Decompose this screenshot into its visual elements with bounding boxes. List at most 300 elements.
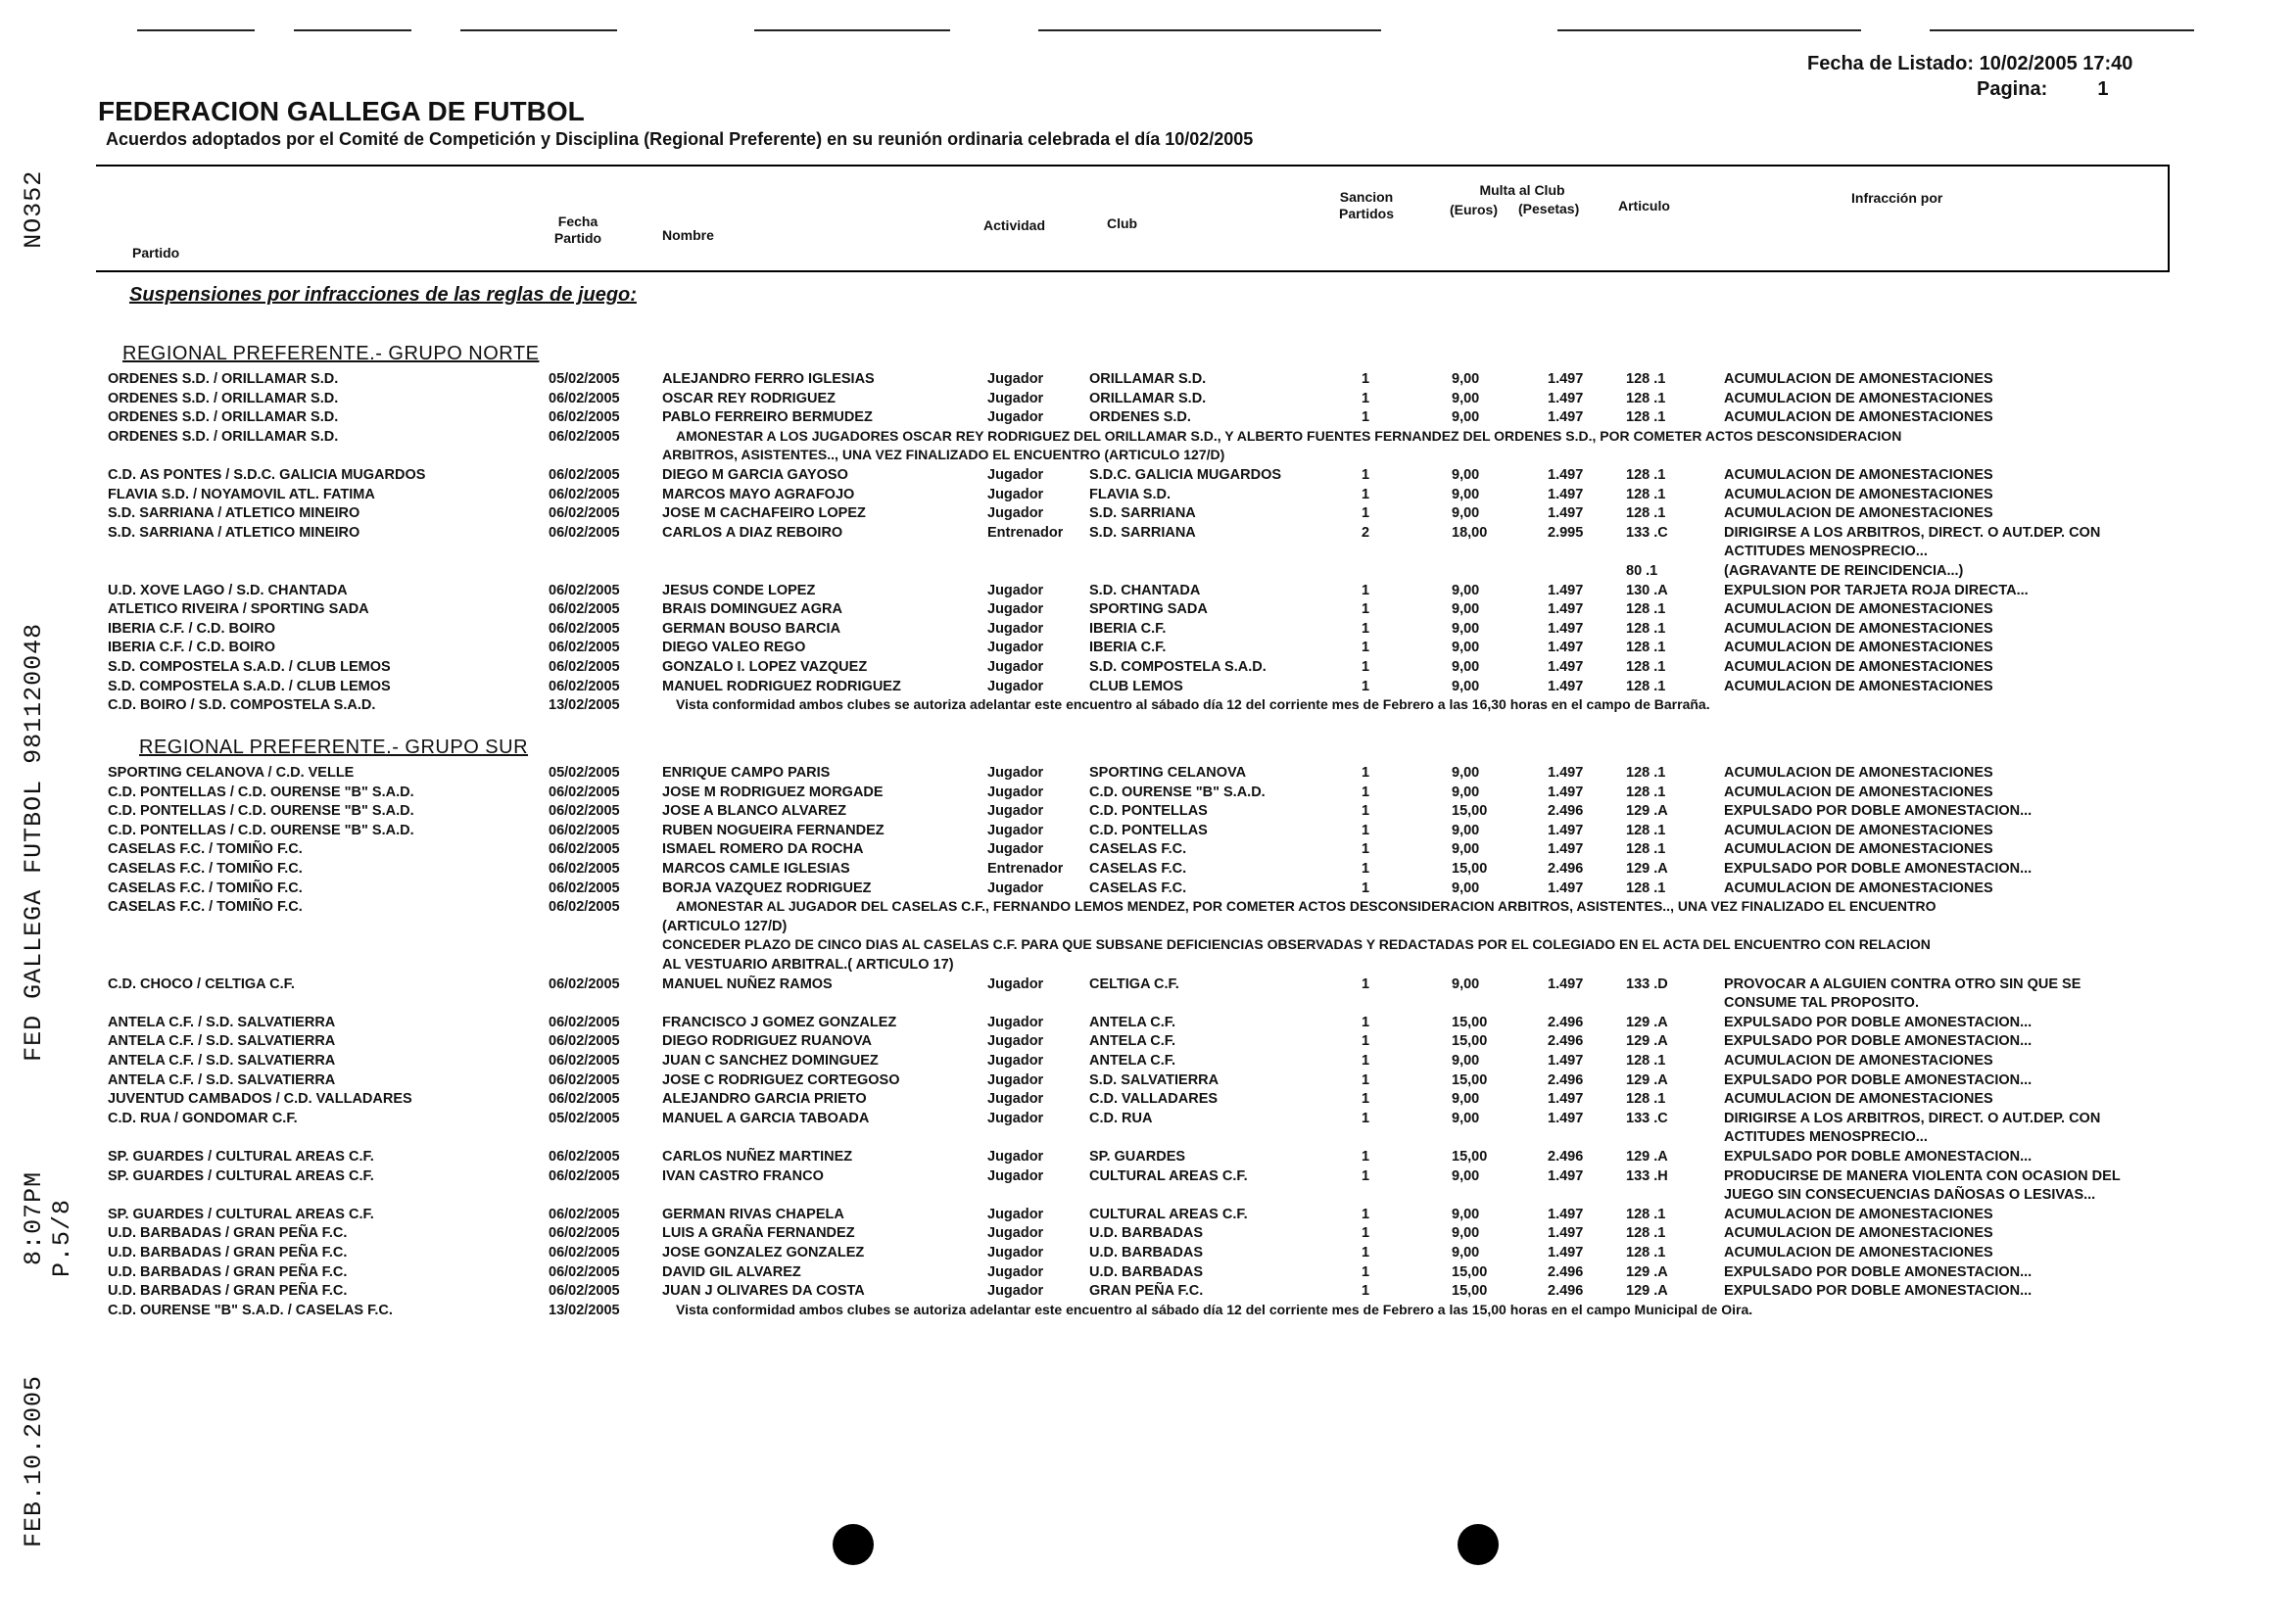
cell-infraccion: ACUMULACION DE AMONESTACIONES — [1724, 486, 1993, 502]
cell-fecha: 05/02/2005 — [549, 1110, 620, 1126]
cell-sancion: 1 — [1362, 601, 1370, 618]
cell-partido: C.D. AS PONTES / S.D.C. GALICIA MUGARDOS — [108, 467, 426, 483]
cell-nombre: DIEGO RODRIGUEZ RUANOVA — [662, 1033, 873, 1050]
cell-euros: 15,00 — [1452, 861, 1488, 877]
col-nombre: Nombre — [662, 227, 714, 243]
cell-club: IBERIA C.F. — [1089, 620, 1167, 637]
cell-articulo: 129 .A — [1626, 1283, 1668, 1300]
cell-fecha: 06/02/2005 — [549, 1167, 620, 1184]
cell-nombre: ALEJANDRO GARCIA PRIETO — [662, 1091, 867, 1108]
cell-fecha: 06/02/2005 — [549, 390, 620, 406]
cell-fecha: 06/02/2005 — [549, 678, 620, 694]
cell-articulo: 128 .1 — [1626, 1245, 1666, 1261]
cell-actividad: Jugador — [987, 582, 1044, 598]
page-number: Pagina: 1 — [1977, 78, 2109, 100]
cell-infraccion: EXPULSADO POR DOBLE AMONESTACION... — [1724, 1014, 2033, 1030]
cell-fecha: 06/02/2005 — [549, 1033, 620, 1050]
cell-club: S.D. SARRIANA — [1089, 505, 1196, 522]
cell-articulo: 128 .1 — [1626, 409, 1666, 426]
cell-pesetas: 2.496 — [1548, 803, 1584, 820]
cell-partido: C.D. RUA / GONDOMAR C.F. — [108, 1110, 298, 1126]
cell-sancion: 1 — [1362, 1206, 1370, 1222]
cell-actividad: Entrenador — [987, 524, 1064, 541]
cell-partido: C.D. PONTELLAS / C.D. OURENSE "B" S.A.D. — [108, 784, 414, 800]
cell-fecha: 06/02/2005 — [549, 1071, 620, 1088]
cell-sancion: 1 — [1362, 1263, 1370, 1280]
cell-euros: 9,00 — [1452, 467, 1480, 483]
cell-pesetas: 1.497 — [1548, 784, 1584, 800]
cell-sancion: 1 — [1362, 1014, 1370, 1030]
cell-infraccion: EXPULSADO POR DOBLE AMONESTACION... — [1724, 803, 2033, 820]
cell-infraccion: EXPULSADO POR DOBLE AMONESTACION... — [1724, 1149, 2033, 1165]
cell-fecha: 13/02/2005 — [549, 697, 620, 714]
cell-partido: CASELAS F.C. / TOMIÑO F.C. — [108, 841, 303, 858]
cell-articulo: 133 .D — [1626, 976, 1668, 992]
cell-articulo: 129 .A — [1626, 1014, 1668, 1030]
cell-fecha: 06/02/2005 — [549, 1149, 620, 1165]
cell-pesetas: 1.497 — [1548, 486, 1584, 502]
cell-infraccion: ACUMULACION DE AMONESTACIONES — [1724, 1206, 1993, 1222]
cell-fecha: 06/02/2005 — [549, 582, 620, 598]
cell-actividad: Jugador — [987, 1263, 1044, 1280]
cell-infraccion: ACUMULACION DE AMONESTACIONES — [1724, 1225, 1993, 1242]
cell-sancion: 1 — [1362, 803, 1370, 820]
cell-nombre: BRAIS DOMINGUEZ AGRA — [662, 601, 842, 618]
cell-fecha: 06/02/2005 — [549, 1225, 620, 1242]
cell-pesetas: 1.497 — [1548, 371, 1584, 387]
col-pesetas: (Pesetas) — [1518, 201, 1580, 216]
cell-euros: 9,00 — [1452, 1167, 1480, 1184]
cell-fecha: 06/02/2005 — [549, 1053, 620, 1069]
cell-nombre: ARBITROS, ASISTENTES.., UNA VEZ FINALIZADO EL ENCUENTRO (ARTICULO 127/D) — [662, 447, 1225, 463]
cell-nombre: RUBEN NOGUEIRA FERNANDEZ — [662, 822, 885, 838]
cell-euros: 9,00 — [1452, 880, 1480, 896]
cell-club: C.D. PONTELLAS — [1089, 822, 1208, 838]
cell-fecha: 06/02/2005 — [549, 880, 620, 896]
cell-sancion: 1 — [1362, 1053, 1370, 1069]
cell-articulo: 128 .1 — [1626, 1053, 1666, 1069]
cell-articulo: 133 .C — [1626, 524, 1668, 541]
cell-pesetas: 1.497 — [1548, 841, 1584, 858]
cell-club: S.D. CHANTADA — [1089, 582, 1201, 598]
cell-actividad: Jugador — [987, 803, 1044, 820]
cell-nombre: JESUS CONDE LOPEZ — [662, 582, 816, 598]
cell-club: ANTELA C.F. — [1089, 1014, 1176, 1030]
cell-infraccion: ACUMULACION DE AMONESTACIONES — [1724, 467, 1993, 483]
cell-sancion: 1 — [1362, 486, 1370, 502]
cell-articulo: 128 .1 — [1626, 765, 1666, 781]
cell-partido: ATLETICO RIVEIRA / SPORTING SADA — [108, 601, 369, 618]
cell-nombre: JOSE A BLANCO ALVAREZ — [662, 803, 846, 820]
cell-euros: 15,00 — [1452, 1283, 1488, 1300]
cell-articulo: 128 .1 — [1626, 880, 1666, 896]
cell-fecha: 06/02/2005 — [549, 428, 620, 445]
cell-actividad: Jugador — [987, 1071, 1044, 1088]
cell-club: CASELAS F.C. — [1089, 880, 1187, 896]
cell-partido: ORDENES S.D. / ORILLAMAR S.D. — [108, 390, 339, 406]
cell-euros: 15,00 — [1452, 1014, 1488, 1030]
page-title: FEDERACION GALLEGA DE FUTBOL — [98, 96, 585, 126]
col-actividad: Actividad — [983, 217, 1046, 233]
cell-partido: CASELAS F.C. / TOMIÑO F.C. — [108, 861, 303, 877]
cell-actividad: Jugador — [987, 371, 1044, 387]
cell-infraccion: ACUMULACION DE AMONESTACIONES — [1724, 822, 1993, 838]
cell-partido: C.D. CHOCO / CELTIGA C.F. — [108, 976, 295, 992]
cell-club: S.D.C. GALICIA MUGARDOS — [1089, 467, 1282, 483]
cell-euros: 15,00 — [1452, 1149, 1488, 1165]
cell-partido: CASELAS F.C. / TOMIÑO F.C. — [108, 880, 303, 896]
cell-articulo: 128 .1 — [1626, 620, 1666, 637]
cell-euros: 9,00 — [1452, 841, 1480, 858]
cell-articulo: 129 .A — [1626, 1033, 1668, 1050]
cell-infraccion: JUEGO SIN CONSECUENCIAS DAÑOSAS O LESIVAS... — [1724, 1187, 2096, 1204]
cell-club: U.D. BARBADAS — [1089, 1225, 1203, 1242]
cell-nombre: AMONESTAR AL JUGADOR DEL CASELAS C.F., FERNANDO LEMOS MENDEZ, POR COMETER ACTOS DESCONSIDERACION ARBITROS, ASISTENTES.., UNA VEZ FINALIZADO EL ENCUENTRO — [676, 898, 1937, 915]
cell-fecha: 06/02/2005 — [549, 524, 620, 541]
cell-actividad: Jugador — [987, 640, 1044, 656]
cell-partido: S.D. COMPOSTELA S.A.D. / CLUB LEMOS — [108, 678, 391, 694]
cell-infraccion: ACUMULACION DE AMONESTACIONES — [1724, 784, 1993, 800]
cell-partido: U.D. XOVE LAGO / S.D. CHANTADA — [108, 582, 348, 598]
cell-partido: SP. GUARDES / CULTURAL AREAS C.F. — [108, 1206, 374, 1222]
cell-pesetas: 1.497 — [1548, 678, 1584, 694]
cell-actividad: Jugador — [987, 1110, 1044, 1126]
cell-partido: U.D. BARBADAS / GRAN PEÑA F.C. — [108, 1225, 348, 1242]
cell-infraccion: ACUMULACION DE AMONESTACIONES — [1724, 601, 1993, 618]
cell-pesetas: 1.497 — [1548, 505, 1584, 522]
cell-fecha: 06/02/2005 — [549, 467, 620, 483]
cell-club: CLUB LEMOS — [1089, 678, 1183, 694]
cell-euros: 9,00 — [1452, 505, 1480, 522]
cell-infraccion: ACTITUDES MENOSPRECIO... — [1724, 544, 1928, 560]
cell-euros: 9,00 — [1452, 659, 1480, 675]
cell-club: C.D. OURENSE "B" S.A.D. — [1089, 784, 1266, 800]
cell-nombre: Vista conformidad ambos clubes se autoriza adelantar este encuentro al sábado día 12 del corriente mes de Febrero a las 16,30 horas en el campo de Barraña. — [676, 696, 1710, 713]
cell-infraccion: EXPULSADO POR DOBLE AMONESTACION... — [1724, 1071, 2033, 1088]
cell-fecha: 06/02/2005 — [549, 1263, 620, 1280]
cell-club: ANTELA C.F. — [1089, 1053, 1176, 1069]
cell-euros: 9,00 — [1452, 678, 1480, 694]
cell-euros: 9,00 — [1452, 640, 1480, 656]
cell-euros: 9,00 — [1452, 1053, 1480, 1069]
cell-sancion: 1 — [1362, 467, 1370, 483]
cell-sancion: 1 — [1362, 1091, 1370, 1108]
cell-pesetas: 2.496 — [1548, 1071, 1584, 1088]
cell-partido: C.D. OURENSE "B" S.A.D. / CASELAS F.C. — [108, 1302, 393, 1318]
cell-articulo: 129 .A — [1626, 1071, 1668, 1088]
cell-articulo: 128 .1 — [1626, 1091, 1666, 1108]
section-title: Suspensiones por infracciones de las reglas de juego: — [129, 284, 637, 306]
cell-euros: 15,00 — [1452, 1071, 1488, 1088]
cell-partido: JUVENTUD CAMBADOS / C.D. VALLADARES — [108, 1091, 412, 1108]
cell-nombre: ALEJANDRO FERRO IGLESIAS — [662, 371, 875, 387]
cell-pesetas: 1.497 — [1548, 390, 1584, 406]
cell-club: ANTELA C.F. — [1089, 1033, 1176, 1050]
cell-articulo: 129 .A — [1626, 1149, 1668, 1165]
cell-fecha: 06/02/2005 — [549, 1091, 620, 1108]
cell-nombre: JUAN J OLIVARES DA COSTA — [662, 1283, 865, 1300]
cell-nombre: CONCEDER PLAZO DE CINCO DIAS AL CASELAS C.F. PARA QUE SUBSANE DEFICIENCIAS OBSERVADAS Y REDACTADAS POR EL COLEGIADO EN EL ACTA DEL ENCUENTRO CON RELACION — [662, 936, 1931, 953]
cell-club: CASELAS F.C. — [1089, 861, 1187, 877]
cell-sancion: 1 — [1362, 409, 1370, 426]
cell-sancion: 1 — [1362, 1110, 1370, 1126]
cell-sancion: 1 — [1362, 620, 1370, 637]
cell-articulo: 128 .1 — [1626, 784, 1666, 800]
cell-nombre: IVAN CASTRO FRANCO — [662, 1167, 824, 1184]
fax-header — [20, 20, 76, 1547]
cell-sancion: 1 — [1362, 976, 1370, 992]
cell-euros: 9,00 — [1452, 620, 1480, 637]
cell-euros: 9,00 — [1452, 765, 1480, 781]
cell-partido: SP. GUARDES / CULTURAL AREAS C.F. — [108, 1149, 374, 1165]
cell-nombre: CARLOS A DIAZ REBOIRO — [662, 524, 843, 541]
cell-pesetas: 1.497 — [1548, 976, 1584, 992]
cell-partido: SPORTING CELANOVA / C.D. VELLE — [108, 765, 355, 781]
cell-euros: 15,00 — [1452, 803, 1488, 820]
punch-hole — [1458, 1524, 1499, 1565]
fax-number: NO352 — [20, 169, 48, 249]
cell-sancion: 1 — [1362, 765, 1370, 781]
cell-infraccion: PRODUCIRSE DE MANERA VIOLENTA CON OCASION DEL — [1724, 1167, 2121, 1184]
cell-infraccion: ACUMULACION DE AMONESTACIONES — [1724, 409, 1993, 426]
cell-sancion: 1 — [1362, 640, 1370, 656]
cell-pesetas: 1.497 — [1548, 880, 1584, 896]
cell-euros: 18,00 — [1452, 524, 1488, 541]
cell-euros: 9,00 — [1452, 822, 1480, 838]
cell-partido: U.D. BARBADAS / GRAN PEÑA F.C. — [108, 1245, 348, 1261]
cell-nombre: CARLOS NUÑEZ MARTINEZ — [662, 1149, 853, 1165]
cell-actividad: Jugador — [987, 1245, 1044, 1261]
cell-pesetas: 1.497 — [1548, 765, 1584, 781]
cell-club: S.D. SARRIANA — [1089, 524, 1196, 541]
cell-pesetas: 1.497 — [1548, 582, 1584, 598]
cell-actividad: Jugador — [987, 390, 1044, 406]
cell-partido: CASELAS F.C. / TOMIÑO F.C. — [108, 899, 303, 916]
cell-euros: 9,00 — [1452, 371, 1480, 387]
cell-actividad: Jugador — [987, 659, 1044, 675]
punch-hole — [833, 1524, 874, 1565]
cell-actividad: Jugador — [987, 880, 1044, 896]
cell-pesetas: 1.497 — [1548, 1225, 1584, 1242]
cell-infraccion: ACUMULACION DE AMONESTACIONES — [1724, 1053, 1993, 1069]
cell-club: S.D. COMPOSTELA S.A.D. — [1089, 659, 1267, 675]
cell-nombre: AMONESTAR A LOS JUGADORES OSCAR REY RODRIGUEZ DEL ORILLAMAR S.D., Y ALBERTO FUENTES FERNANDEZ DEL ORDENES S.D., POR COMETER ACTOS DESCONSIDERACION — [676, 427, 1902, 444]
cell-partido: ANTELA C.F. / S.D. SALVATIERRA — [108, 1053, 336, 1069]
cell-nombre: GERMAN RIVAS CHAPELA — [662, 1206, 844, 1222]
cell-actividad: Jugador — [987, 1053, 1044, 1069]
cell-infraccion: EXPULSADO POR DOBLE AMONESTACION... — [1724, 1033, 2033, 1050]
cell-nombre: JOSE M RODRIGUEZ MORGADE — [662, 784, 884, 800]
cell-partido: ANTELA C.F. / S.D. SALVATIERRA — [108, 1033, 336, 1050]
cell-actividad: Jugador — [987, 1225, 1044, 1242]
cell-club: U.D. BARBADAS — [1089, 1263, 1203, 1280]
cell-nombre: DIEGO M GARCIA GAYOSO — [662, 467, 848, 483]
page-subtitle: Acuerdos adoptados por el Comité de Competición y Disciplina (Regional Preferente) en su reunión ordinaria celebrada el día 10/02/2005 — [106, 129, 1254, 149]
cell-actividad: Jugador — [987, 1033, 1044, 1050]
cell-sancion: 1 — [1362, 1071, 1370, 1088]
cell-infraccion: EXPULSADO POR DOBLE AMONESTACION... — [1724, 861, 2033, 877]
cell-fecha: 06/02/2005 — [549, 1283, 620, 1300]
cell-pesetas: 1.497 — [1548, 640, 1584, 656]
cell-fecha: 06/02/2005 — [549, 861, 620, 877]
cell-pesetas: 2.496 — [1548, 1033, 1584, 1050]
cell-actividad: Entrenador — [987, 861, 1064, 877]
cell-sancion: 1 — [1362, 678, 1370, 694]
cell-euros: 15,00 — [1452, 1263, 1488, 1280]
cell-actividad: Jugador — [987, 1167, 1044, 1184]
cell-sancion: 1 — [1362, 861, 1370, 877]
cell-sancion: 1 — [1362, 822, 1370, 838]
cell-pesetas: 1.497 — [1548, 822, 1584, 838]
cell-articulo: 128 .1 — [1626, 505, 1666, 522]
cell-nombre: GERMAN BOUSO BARCIA — [662, 620, 841, 637]
cell-sancion: 2 — [1362, 524, 1370, 541]
cell-actividad: Jugador — [987, 1283, 1044, 1300]
group-title: REGIONAL PREFERENTE.- GRUPO NORTE — [122, 343, 540, 364]
cell-club: C.D. VALLADARES — [1089, 1091, 1219, 1108]
cell-sancion: 1 — [1362, 1283, 1370, 1300]
cell-partido: C.D. PONTELLAS / C.D. OURENSE "B" S.A.D. — [108, 803, 414, 820]
fax-time: 8:07PM — [20, 1170, 48, 1265]
cell-pesetas: 1.497 — [1548, 1110, 1584, 1126]
cell-actividad: Jugador — [987, 678, 1044, 694]
cell-pesetas: 2.496 — [1548, 1149, 1584, 1165]
cell-partido: ORDENES S.D. / ORILLAMAR S.D. — [108, 409, 339, 426]
cell-euros: 9,00 — [1452, 390, 1480, 406]
cell-club: IBERIA C.F. — [1089, 640, 1167, 656]
cell-articulo: 128 .1 — [1626, 371, 1666, 387]
cell-infraccion: PROVOCAR A ALGUIEN CONTRA OTRO SIN QUE SE — [1724, 976, 2081, 992]
cell-nombre: FRANCISCO J GOMEZ GONZALEZ — [662, 1014, 897, 1030]
cell-actividad: Jugador — [987, 1149, 1044, 1165]
cell-infraccion: ACUMULACION DE AMONESTACIONES — [1724, 841, 1993, 858]
cell-actividad: Jugador — [987, 1206, 1044, 1222]
cell-articulo: 128 .1 — [1626, 1206, 1666, 1222]
cell-infraccion: CONSUME TAL PROPOSITO. — [1724, 995, 1919, 1012]
cell-club: C.D. RUA — [1089, 1110, 1153, 1126]
cell-fecha: 06/02/2005 — [549, 899, 620, 916]
cell-articulo: 129 .A — [1626, 1263, 1668, 1280]
cell-euros: 9,00 — [1452, 1110, 1480, 1126]
cell-partido: U.D. BARBADAS / GRAN PEÑA F.C. — [108, 1263, 348, 1280]
cell-pesetas: 2.995 — [1548, 524, 1584, 541]
cell-fecha: 06/02/2005 — [549, 505, 620, 522]
cell-fecha: 06/02/2005 — [549, 803, 620, 820]
cell-actividad: Jugador — [987, 601, 1044, 618]
cell-infraccion: ACUMULACION DE AMONESTACIONES — [1724, 371, 1993, 387]
cell-actividad: Jugador — [987, 841, 1044, 858]
cell-infraccion: ACUMULACION DE AMONESTACIONES — [1724, 880, 1993, 896]
cell-nombre: DIEGO VALEO REGO — [662, 640, 806, 656]
cell-euros: 9,00 — [1452, 1091, 1480, 1108]
cell-sancion: 1 — [1362, 880, 1370, 896]
cell-nombre: PABLO FERREIRO BERMUDEZ — [662, 409, 873, 426]
cell-euros: 9,00 — [1452, 601, 1480, 618]
col-multa: Multa al Club — [1479, 182, 1565, 198]
col-fecha: Fecha Partido — [553, 214, 602, 246]
cell-articulo: 129 .A — [1626, 861, 1668, 877]
cell-fecha: 06/02/2005 — [549, 640, 620, 656]
cell-actividad: Jugador — [987, 784, 1044, 800]
cell-sancion: 1 — [1362, 1167, 1370, 1184]
col-sancion: Sancion Partidos — [1338, 189, 1394, 221]
cell-sancion: 1 — [1362, 841, 1370, 858]
cell-articulo: 128 .1 — [1626, 486, 1666, 502]
cell-sancion: 1 — [1362, 784, 1370, 800]
cell-articulo: 80 .1 — [1626, 563, 1658, 579]
cell-pesetas: 1.497 — [1548, 1053, 1584, 1069]
cell-infraccion: ACUMULACION DE AMONESTACIONES — [1724, 678, 1993, 694]
cell-pesetas: 1.497 — [1548, 620, 1584, 637]
cell-pesetas: 2.496 — [1548, 1263, 1584, 1280]
cell-articulo: 130 .A — [1626, 582, 1668, 598]
cell-euros: 9,00 — [1452, 784, 1480, 800]
cell-articulo: 128 .1 — [1626, 678, 1666, 694]
cell-articulo: 128 .1 — [1626, 841, 1666, 858]
cell-fecha: 13/02/2005 — [549, 1302, 620, 1318]
cell-infraccion: EXPULSION POR TARJETA ROJA DIRECTA... — [1724, 582, 2029, 598]
cell-nombre: MANUEL A GARCIA TABOADA — [662, 1110, 870, 1126]
cell-euros: 15,00 — [1452, 1033, 1488, 1050]
cell-articulo: 128 .1 — [1626, 640, 1666, 656]
cell-articulo: 128 .1 — [1626, 467, 1666, 483]
cell-nombre: LUIS A GRAÑA FERNANDEZ — [662, 1225, 855, 1242]
cell-club: C.D. PONTELLAS — [1089, 803, 1208, 820]
col-euros: (Euros) — [1450, 202, 1498, 217]
cell-sancion: 1 — [1362, 390, 1370, 406]
cell-nombre: ISMAEL ROMERO DA ROCHA — [662, 841, 864, 858]
cell-nombre: MANUEL NUÑEZ RAMOS — [662, 976, 833, 992]
cell-nombre: GONZALO I. LOPEZ VAZQUEZ — [662, 659, 868, 675]
cell-actividad: Jugador — [987, 1014, 1044, 1030]
cell-fecha: 06/02/2005 — [549, 486, 620, 502]
cell-nombre: MARCOS MAYO AGRAFOJO — [662, 486, 855, 502]
cell-actividad: Jugador — [987, 1091, 1044, 1108]
cell-infraccion: ACTITUDES MENOSPRECIO... — [1724, 1129, 1928, 1146]
cell-pesetas: 2.496 — [1548, 1014, 1584, 1030]
cell-pesetas: 1.497 — [1548, 1167, 1584, 1184]
cell-club: CULTURAL AREAS C.F. — [1089, 1167, 1248, 1184]
cell-partido: ANTELA C.F. / S.D. SALVATIERRA — [108, 1071, 336, 1088]
cell-euros: 9,00 — [1452, 486, 1480, 502]
cell-actividad: Jugador — [987, 765, 1044, 781]
cell-infraccion: EXPULSADO POR DOBLE AMONESTACION... — [1724, 1263, 2033, 1280]
cell-infraccion: ACUMULACION DE AMONESTACIONES — [1724, 659, 1993, 675]
cell-partido: IBERIA C.F. / C.D. BOIRO — [108, 620, 276, 637]
cell-nombre: Vista conformidad ambos clubes se autoriza adelantar este encuentro al sábado día 12 del corriente mes de Febrero a las 15,00 horas en el campo Municipal de Oira. — [676, 1301, 1753, 1317]
cell-infraccion: (AGRAVANTE DE REINCIDENCIA...) — [1724, 563, 1964, 579]
cell-infraccion: ACUMULACION DE AMONESTACIONES — [1724, 765, 1993, 781]
cell-pesetas: 2.496 — [1548, 861, 1584, 877]
cell-fecha: 06/02/2005 — [549, 1245, 620, 1261]
cell-actividad: Jugador — [987, 822, 1044, 838]
cell-partido: S.D. SARRIANA / ATLETICO MINEIRO — [108, 505, 360, 522]
cell-euros: 9,00 — [1452, 1245, 1480, 1261]
cell-fecha: 06/02/2005 — [549, 409, 620, 426]
cell-club: GRAN PEÑA F.C. — [1089, 1283, 1204, 1300]
cell-fecha: 06/02/2005 — [549, 976, 620, 992]
cell-pesetas: 1.497 — [1548, 1206, 1584, 1222]
cell-fecha: 06/02/2005 — [549, 659, 620, 675]
cell-sancion: 1 — [1362, 1225, 1370, 1242]
cell-nombre: DAVID GIL ALVAREZ — [662, 1263, 801, 1280]
cell-articulo: 128 .1 — [1626, 659, 1666, 675]
cell-euros: 9,00 — [1452, 1225, 1480, 1242]
cell-sancion: 1 — [1362, 505, 1370, 522]
cell-fecha: 05/02/2005 — [549, 765, 620, 781]
cell-pesetas: 2.496 — [1548, 1283, 1584, 1300]
cell-club: CASELAS F.C. — [1089, 841, 1187, 858]
